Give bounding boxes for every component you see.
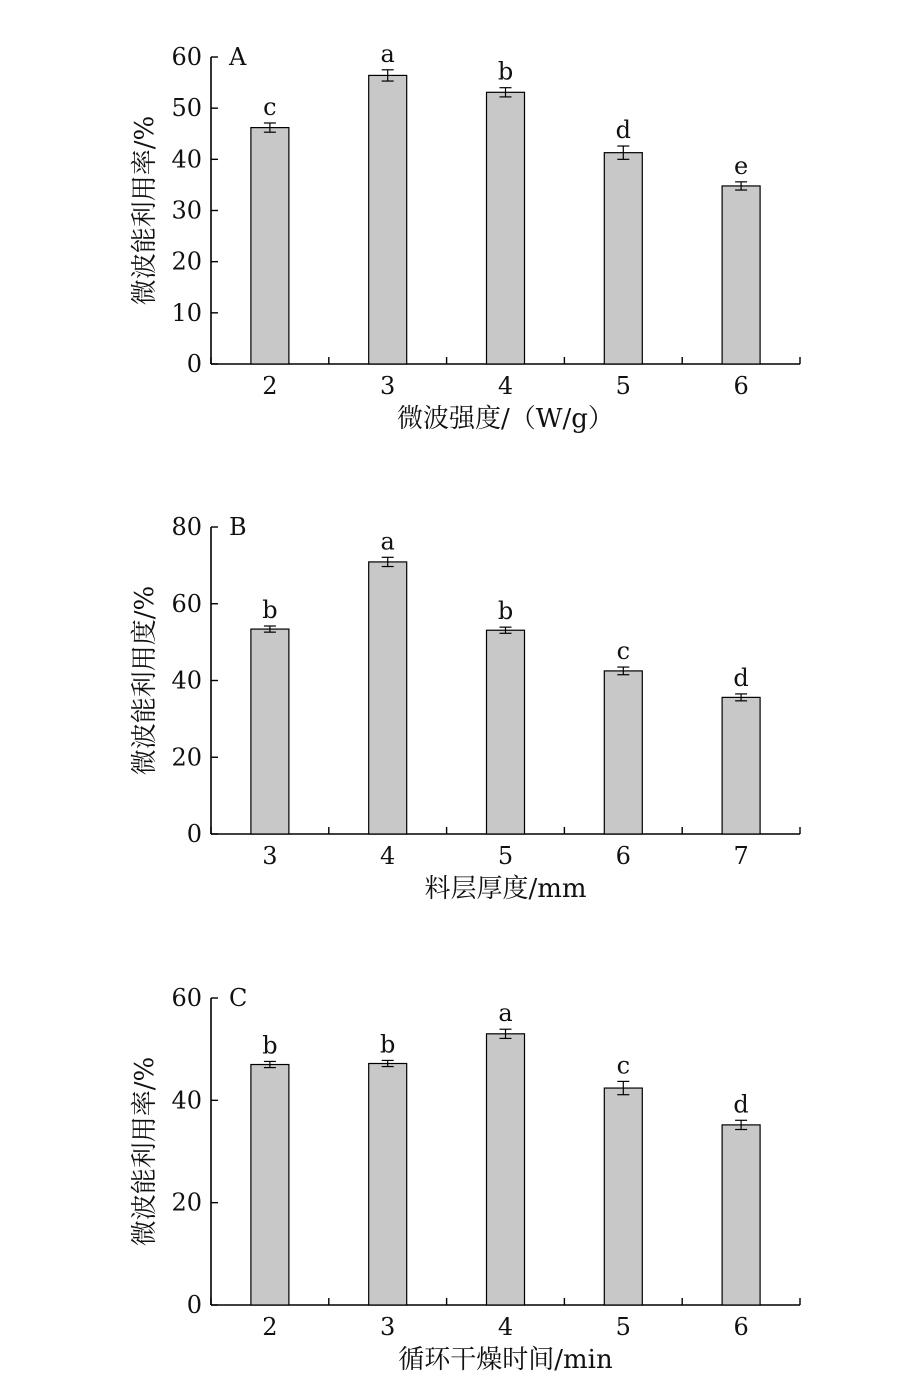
x-tick-label: 7 <box>733 842 749 870</box>
bar-3 <box>369 1063 407 1305</box>
bar-5 <box>604 1088 642 1305</box>
significance-letter: d <box>733 663 749 692</box>
y-tick-label: 30 <box>171 196 202 225</box>
significance-letter: c <box>263 93 277 122</box>
x-tick-label: 3 <box>380 372 396 400</box>
bar-2 <box>251 1065 289 1305</box>
panel-letter: A <box>229 43 247 71</box>
y-tick-label: 80 <box>171 513 202 541</box>
y-tick-label: 50 <box>171 94 202 123</box>
significance-letter: b <box>262 1031 278 1060</box>
significance-letter: a <box>498 999 513 1028</box>
x-tick-label: 4 <box>380 842 396 870</box>
bar-5 <box>604 153 642 364</box>
y-tick-label: 40 <box>171 666 202 695</box>
x-tick-label: 2 <box>262 372 278 400</box>
y-tick-label: 20 <box>171 743 202 772</box>
chart-panel-a <box>130 40 800 434</box>
bar-3 <box>251 629 289 834</box>
bar-6 <box>722 1125 760 1305</box>
y-tick-label: 60 <box>171 589 202 618</box>
y-tick-label: 40 <box>171 1086 202 1115</box>
bar-4 <box>487 1034 525 1305</box>
bar-4 <box>369 562 407 834</box>
bar-6 <box>722 186 760 364</box>
x-tick-label: 6 <box>615 842 631 870</box>
x-tick-label: 5 <box>615 372 631 400</box>
y-axis-title: 微波能利用率/% <box>130 115 160 306</box>
x-tick-label: 2 <box>262 1313 278 1341</box>
y-tick-label: 60 <box>171 43 202 71</box>
chart-panel-c <box>130 984 800 1375</box>
x-tick-label: 5 <box>497 842 514 870</box>
y-tick-label: 40 <box>171 145 202 174</box>
y-tick-label: 20 <box>171 247 202 276</box>
y-tick-label: 0 <box>186 820 202 848</box>
x-tick-label: 4 <box>497 1313 514 1341</box>
x-tick-label: 4 <box>497 372 514 400</box>
x-axis-title: 循环干燥时间/min <box>398 1345 613 1375</box>
y-tick-label: 0 <box>186 1291 202 1319</box>
x-axis-title: 微波强度/（W/g） <box>397 404 614 434</box>
bar-7 <box>722 697 760 834</box>
significance-letter: d <box>615 116 631 145</box>
chart-panel-b <box>130 513 800 904</box>
panel-letter: B <box>229 513 247 541</box>
bar-4 <box>487 92 525 364</box>
x-tick-label: 3 <box>262 842 278 870</box>
y-tick-label: 10 <box>171 298 202 327</box>
bar-2 <box>251 128 289 364</box>
significance-letter: c <box>616 1051 631 1080</box>
y-tick-label: 0 <box>186 350 202 378</box>
panel-letter: C <box>229 984 248 1012</box>
significance-letter: a <box>380 527 395 556</box>
x-tick-label: 5 <box>615 1313 631 1341</box>
significance-letter: a <box>380 39 395 68</box>
significance-letter: e <box>733 151 749 180</box>
y-tick-label: 60 <box>171 984 202 1012</box>
y-axis-title: 微波能利用度/% <box>130 585 160 776</box>
bar-5 <box>487 630 525 834</box>
significance-letter: b <box>380 1030 396 1059</box>
x-tick-label: 6 <box>733 1313 749 1341</box>
x-axis-title: 料层厚度/mm <box>424 874 587 904</box>
bar-3 <box>369 75 407 364</box>
y-axis-title: 微波能利用率/% <box>130 1056 160 1247</box>
significance-letter: b <box>262 596 278 625</box>
bar-6 <box>604 671 642 834</box>
x-tick-label: 3 <box>380 1313 396 1341</box>
significance-letter: b <box>497 597 514 626</box>
y-tick-label: 20 <box>171 1188 202 1217</box>
significance-letter: d <box>733 1090 749 1119</box>
x-tick-label: 6 <box>733 372 749 400</box>
significance-letter: b <box>497 57 514 86</box>
significance-letter: c <box>616 637 631 666</box>
